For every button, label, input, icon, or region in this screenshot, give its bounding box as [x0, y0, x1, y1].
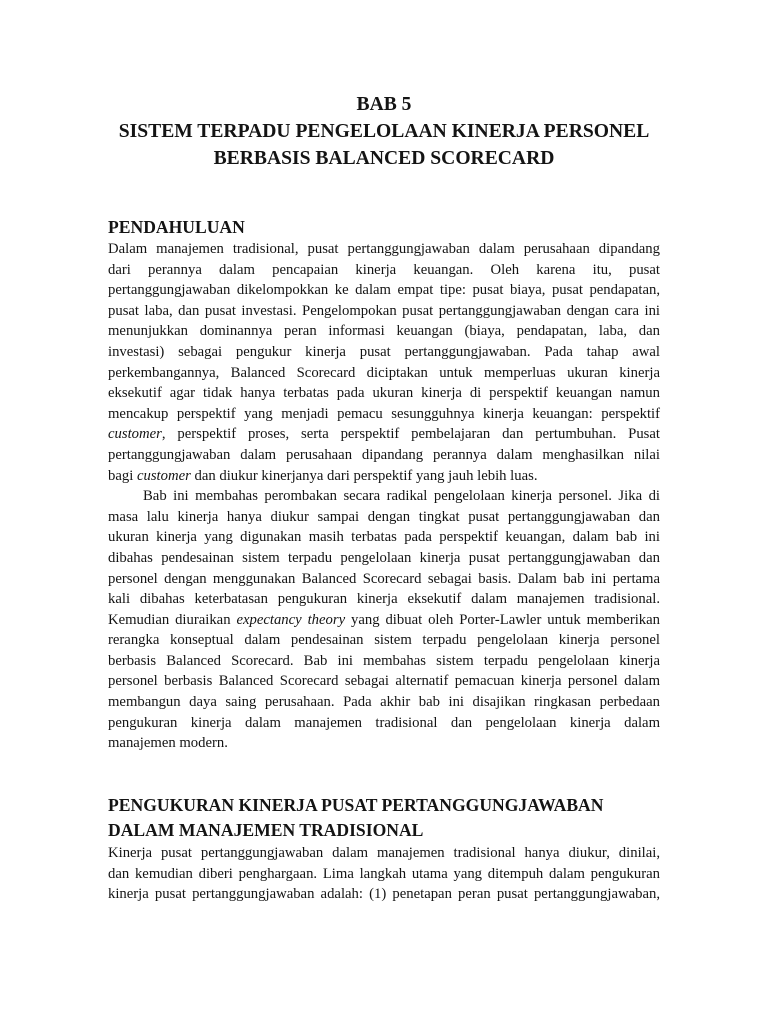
text-line	[108, 424, 660, 445]
section-heading	[108, 216, 245, 238]
text-segment: dan kemudian diberi penghargaan. Lima langkah utama yang ditempuh dalam pengukuran	[108, 865, 660, 882]
text-line	[108, 239, 660, 260]
text-segment: kinerja pusat pertanggungjawaban adalah: (1) penetapan peran pusat pertanggungjawaban,	[108, 886, 660, 903]
text-line	[108, 713, 660, 734]
text-segment: pertanggungjawaban dalam perusahaan dipandang perannya dalam menghasilkan nilai	[108, 446, 660, 463]
text-line	[108, 630, 660, 651]
chapter-number: BAB 5	[356, 94, 412, 115]
italic-term: customer	[136, 467, 191, 484]
paragraph	[108, 486, 660, 754]
chapter-title-line: SISTEM TERPADU PENGELOLAAN KINERJA PERSONEL	[118, 121, 650, 142]
text-segment: menunjukkan dominannya peran informasi keuangan (biaya, pendapatan, laba, dan	[108, 323, 660, 340]
section-body	[108, 843, 660, 905]
section-body	[108, 239, 660, 754]
text-segment: pengukuran kinerja dalam manajemen tradisional dan pengelolaan kinerja dalam	[108, 714, 660, 731]
text-line	[108, 466, 660, 487]
text-segment: berbasis Balanced Scorecard. Bab ini membahas sistem terpadu pengelolaan kinerja	[108, 652, 660, 669]
italic-term: expectancy theory	[236, 611, 346, 628]
text-segment: pertanggungjawaban dikelompokkan ke dalam empat tipe: pusat biaya, pusat pendapatan,	[108, 282, 660, 299]
text-line	[108, 363, 660, 384]
text-line	[108, 733, 660, 754]
text-line	[108, 280, 660, 301]
text-segment: pusat laba, dan pusat investasi. Pengelompokan pusat pertanggungjawaban dengan cara ini	[108, 302, 660, 319]
text-segment: Bab ini membahas perombakan secara radikal pengelolaan kinerja personel. Jika di	[143, 488, 660, 505]
section-heading-line: DALAM MANAJEMEN TRADISIONAL	[108, 820, 424, 840]
section-heading	[108, 793, 603, 843]
text-segment: dari perannya dalam pencapaian kinerja keuangan. Oleh karena itu, pusat	[108, 261, 660, 278]
paragraph	[108, 843, 660, 905]
italic-term: customer	[108, 426, 162, 443]
text-segment: perkembangannya, Balanced Scorecard diciptakan untuk memperluas ukuran kinerja	[108, 364, 660, 381]
text-segment: Kemudian diuraikan	[108, 611, 237, 628]
text-line	[108, 260, 660, 281]
text-line	[108, 342, 660, 363]
text-segment: dan diukur kinerjanya dari perspektif yang jauh lebih luas.	[190, 467, 538, 484]
text-segment: Dalam manajemen tradisional, pusat pertanggungjawaban dalam perusahaan dipandang	[108, 241, 660, 257]
text-line	[108, 301, 660, 322]
text-line	[108, 884, 660, 905]
text-segment: bagi	[108, 467, 137, 484]
chapter-title	[108, 91, 660, 172]
text-line	[108, 445, 660, 466]
text-line	[108, 610, 660, 631]
text-segment: rerangka konseptual dalam pendesainan sistem terpadu pengelolaan kinerja personel	[108, 632, 660, 649]
text-line	[108, 383, 660, 404]
text-segment: personel dengan menggunakan Balanced Scorecard sebagai basis. Dalam bab ini pertama	[108, 570, 660, 587]
text-line	[108, 527, 660, 548]
text-line	[108, 692, 660, 713]
text-line	[108, 589, 660, 610]
text-segment: manajemen modern.	[108, 735, 228, 752]
text-segment: investasi) sebagai pengukur kinerja pusat pertanggungjawaban. Pada tahap awal	[108, 343, 660, 360]
section-heading-line: PENDAHULUAN	[108, 217, 245, 237]
text-segment: eksekutif agar tidak hanya terbatas pada ukuran kinerja di perspektif keuangan namun	[108, 385, 660, 402]
text-line	[108, 843, 660, 864]
text-segment: yang dibuat oleh Porter-Lawler untuk memberikan	[345, 611, 660, 628]
text-segment: mencakup perspektif yang menjadi pemacu sesungguhnya kinerja keuangan: perspektif	[108, 405, 660, 422]
text-segment: Kinerja pusat pertanggungjawaban dalam manajemen tradisional hanya diukur, dinilai,	[108, 845, 660, 861]
text-segment: dibahas pendesainan sistem terpadu pengelolaan kinerja pusat pertanggungjawaban dan	[108, 549, 660, 566]
text-line	[108, 507, 660, 528]
text-segment: membangun daya saing perusahaan. Pada akhir bab ini disajikan ringkasan perbedaan	[108, 694, 660, 711]
text-segment: masa lalu kinerja hanya diukur sampai dengan tingkat pusat pertanggungjawaban dan	[108, 508, 660, 525]
text-line	[108, 548, 660, 569]
text-line	[108, 671, 660, 692]
text-line	[108, 569, 660, 590]
section-heading-line: PENGUKURAN KINERJA PUSAT PERTANGGUNGJAWABAN	[108, 795, 604, 815]
text-segment: kali dibahas keterbatasan pengukuran kinerja eksekutif dalam manajemen tradisional.	[108, 591, 660, 608]
text-segment: , perspektif proses, serta perspektif pembelajaran dan pertumbuhan. Pusat	[161, 426, 660, 443]
text-line	[108, 486, 660, 507]
paragraph	[108, 239, 660, 486]
text-line	[108, 651, 660, 672]
text-line	[108, 404, 660, 425]
chapter-title-line: BERBASIS BALANCED SCORECARD	[213, 148, 555, 169]
text-segment: personel berbasis Balanced Scorecard sebagai alternatif pemacuan kinerja personel dalam	[108, 673, 660, 690]
text-line	[108, 864, 660, 885]
text-line	[108, 321, 660, 342]
text-segment: ukuran kinerja yang digunakan masih terbatas pada perspektif keuangan, dalam bab ini	[108, 529, 660, 546]
